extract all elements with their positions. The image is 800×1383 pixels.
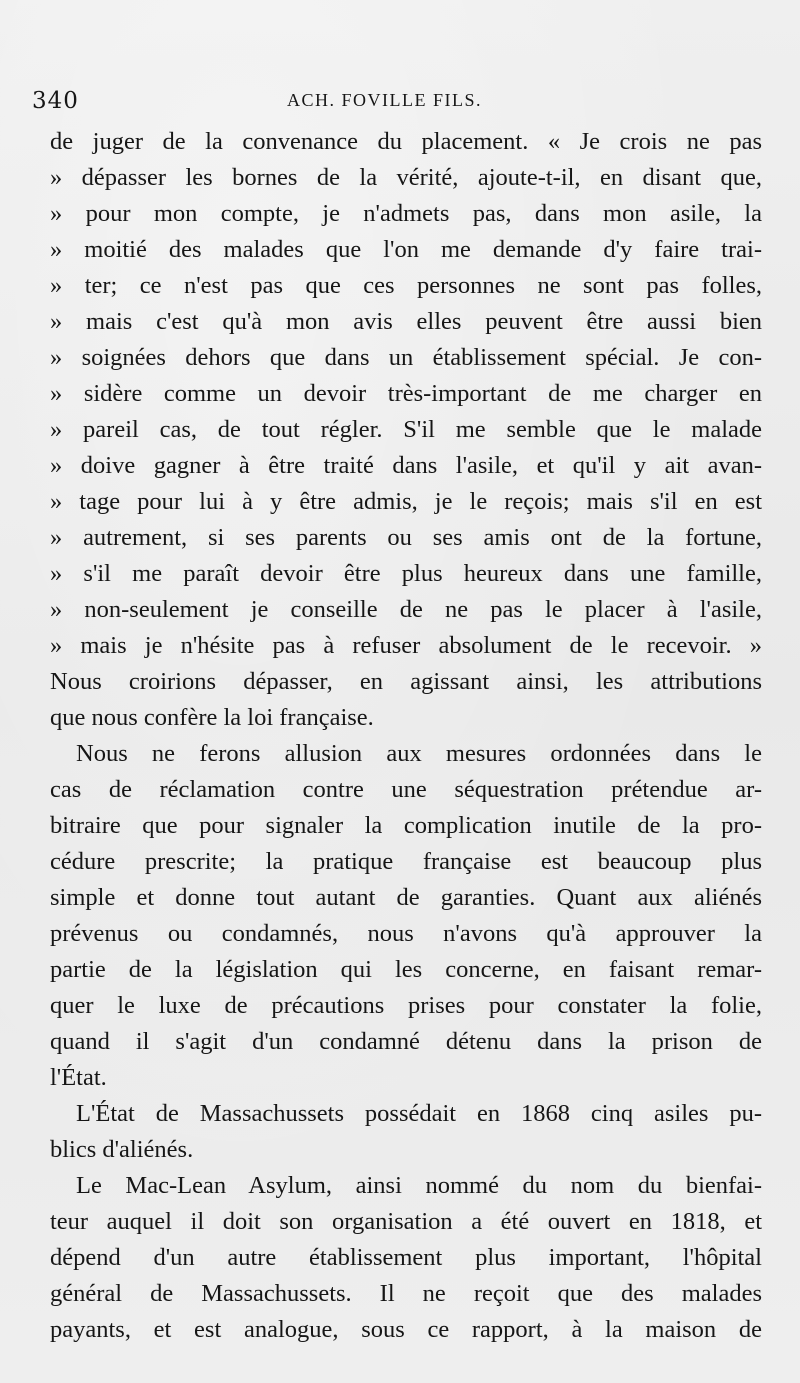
text-line: » ter; ce n'est pas que ces personnes ne sont pas folles, bbox=[50, 272, 762, 299]
text-line: » non-seulement je conseille de ne pas le placer à l'asile, bbox=[50, 596, 762, 623]
text-line: blics d'aliénés. bbox=[50, 1136, 194, 1163]
text-line: Nous croirions dépasser, en agissant ainsi, les attributions bbox=[50, 668, 762, 695]
text-line: dépend d'un autre établissement plus important, l'hôpital bbox=[50, 1244, 762, 1271]
page-number: 340 bbox=[32, 88, 79, 114]
text-line: » autrement, si ses parents ou ses amis ont de la fortune, bbox=[50, 524, 762, 551]
running-head: ACH. FOVILLE FILS. bbox=[287, 90, 483, 110]
text-line: l'État. bbox=[50, 1064, 107, 1091]
text-line: que nous confère la loi française. bbox=[50, 704, 374, 731]
text-line: partie de la législation qui les concerne, en faisant remar- bbox=[50, 956, 762, 983]
text-line: L'État de Massachussets possédait en 1868 cinq asiles pu- bbox=[76, 1100, 762, 1127]
page-header bbox=[32, 88, 772, 120]
text-line: prévenus ou condamnés, nous n'avons qu'à approuver la bbox=[50, 920, 762, 947]
text-line: quand il s'agit d'un condamné détenu dans la prison de bbox=[50, 1028, 762, 1055]
text-line: général de Massachussets. Il ne reçoit que des malades bbox=[50, 1280, 762, 1307]
text-line: » tage pour lui à y être admis, je le reçois; mais s'il en est bbox=[50, 488, 762, 515]
text-line: » pareil cas, de tout régler. S'il me semble que le malade bbox=[50, 416, 762, 443]
text-line: cas de réclamation contre une séquestration prétendue ar- bbox=[50, 776, 762, 803]
text-line: » mais c'est qu'à mon avis elles peuvent être aussi bien bbox=[50, 308, 762, 335]
text-line: quer le luxe de précautions prises pour constater la folie, bbox=[50, 992, 762, 1019]
text-line: » pour mon compte, je n'admets pas, dans mon asile, la bbox=[50, 200, 762, 227]
text-line: Le Mac-Lean Asylum, ainsi nommé du nom du bienfai- bbox=[76, 1172, 762, 1199]
text-line: » soignées dehors que dans un établissement spécial. Je con- bbox=[50, 344, 762, 371]
text-line: de juger de la convenance du placement. « Je crois ne pas bbox=[50, 128, 762, 155]
text-line: teur auquel il doit son organisation a été ouvert en 1818, et bbox=[50, 1208, 762, 1235]
text-line: payants, et est analogue, sous ce rapport, à la maison de bbox=[50, 1316, 762, 1343]
text-line: cédure prescrite; la pratique française est beaucoup plus bbox=[50, 848, 762, 875]
text-line: » moitié des malades que l'on me demande d'y faire trai- bbox=[50, 236, 762, 263]
text-line: » sidère comme un devoir très-important de me charger en bbox=[50, 380, 762, 407]
text-line: » doive gagner à être traité dans l'asile, et qu'il y ait avan- bbox=[50, 452, 762, 479]
text-line: » mais je n'hésite pas à refuser absolument de le recevoir. » bbox=[50, 632, 762, 659]
text-line: » dépasser les bornes de la vérité, ajoute-t-il, en disant que, bbox=[50, 164, 762, 191]
text-line: » s'il me paraît devoir être plus heureux dans une famille, bbox=[50, 560, 762, 587]
text-line: Nous ne ferons allusion aux mesures ordonnées dans le bbox=[76, 740, 762, 767]
text-line: simple et donne tout autant de garanties. Quant aux aliénés bbox=[50, 884, 762, 911]
text-line: bitraire que pour signaler la complication inutile de la pro- bbox=[50, 812, 762, 839]
body-text bbox=[50, 124, 762, 1348]
